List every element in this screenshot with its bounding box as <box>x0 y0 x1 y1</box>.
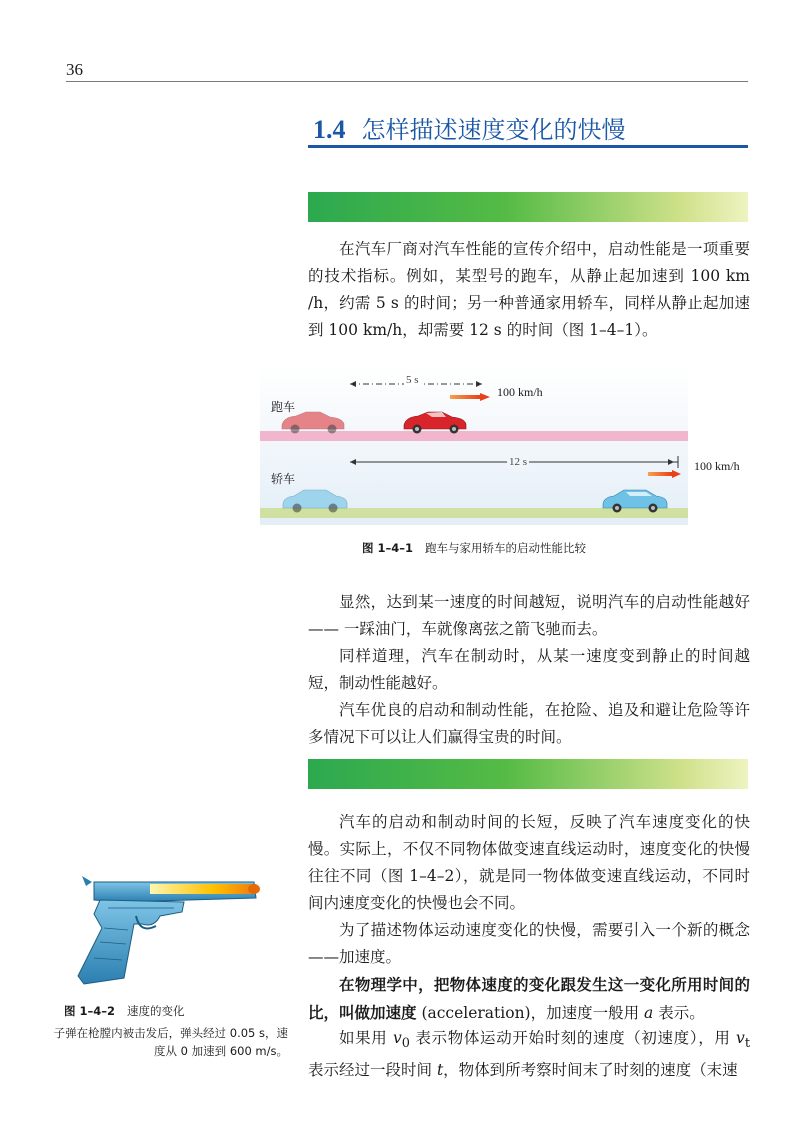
figure1-caption-text: 跑车与家用轿车的启动性能比较 <box>425 541 586 555</box>
header-rule <box>66 81 748 82</box>
figure2-caption-text: 速度的变化 <box>127 1004 185 1018</box>
figure1-label: 图 1–4–1 <box>361 541 413 555</box>
var-a: a <box>644 1004 654 1022</box>
paragraph-benefit: 汽车优良的启动和制动性能，在抢险、追及和避让危险等许多情况下可以让人们赢得宝贵的时间。 <box>308 701 750 746</box>
section-number: 1.4 <box>313 115 346 144</box>
var-vt: v <box>736 1029 745 1047</box>
figure2-label: 图 1–4–2 <box>64 1004 116 1018</box>
paragraph-definition <box>308 971 750 1027</box>
paragraph-speed-change: 汽车的启动和制动时间的长短，反映了汽车速度变化的快慢。实际上，不仅不同物体做变速直线运动时，速度变化的快慢往往不同（图 1–4–2），就是同一物体做变速直线运动，不同时间内速度变化的快慢也会不同。 <box>308 813 750 912</box>
figure-car-comparison <box>260 365 688 525</box>
sports-speed-arrow <box>450 395 480 399</box>
section-title-text: 怎样描述速度变化的快慢 <box>361 116 626 144</box>
title-rule <box>308 145 748 148</box>
figure2-note: 子弹在枪膛内被击发后，弹头经过 0.05 s，速度从 0 加速到 600 m/s。 <box>53 1026 288 1058</box>
bullet <box>248 884 260 894</box>
paragraph-startup: 显然，达到某一速度的时间越短，说明汽车的启动性能越好 —— 一踩油门，车就像离弦之箭飞驰而去。 <box>308 593 750 638</box>
definition-end: 表示。 <box>653 1004 705 1022</box>
sports-road <box>260 431 688 441</box>
text-segment: ，物体到所考察时间末了时刻的速度（末速 <box>443 1061 738 1080</box>
definition-text: (acceleration)，加速度一般用 <box>416 1004 645 1022</box>
bullet-trail <box>150 884 256 894</box>
var-t: t <box>436 1061 444 1080</box>
figure2-caption <box>64 1003 185 1019</box>
var-vt-sub: t <box>744 1036 750 1052</box>
sedan-road <box>260 508 688 518</box>
green-section-band-2 <box>308 759 748 789</box>
sedan-label: 轿车 <box>271 472 296 486</box>
figure-pistol <box>64 868 276 990</box>
text-segment: 如果用 <box>339 1029 393 1047</box>
paragraph-formula-intro <box>308 1025 750 1084</box>
figure1-caption <box>260 540 688 556</box>
section-title <box>313 110 626 145</box>
text-segment: 表示经过一段时间 <box>308 1061 437 1080</box>
var-v0-sub: 0 <box>401 1036 410 1052</box>
pistol-hammer <box>82 876 92 886</box>
paragraph-braking: 同样道理，汽车在制动时，从某一速度变到静止的时间越短，制动性能越好。 <box>308 647 750 692</box>
paragraph-intro: 在汽车厂商对汽车性能的宣传介绍中，启动性能是一项重要的技术指标。例如，某型号的跑车，从静止起加速到 100 km /h，约需 5 s 的时间；另一种普通家用轿车，同样从静止起加速到 100 km/h，却需要 12 s 的时间（图 1–4–1）。 <box>308 240 750 339</box>
pistol-grip <box>78 900 184 984</box>
page-number: 36 <box>66 60 83 79</box>
sports-speed-label: 100 km/h <box>497 385 543 399</box>
text-segment: 表示物体运动开始时刻的速度（初速度），用 <box>409 1029 737 1047</box>
sports-time-label: 5 s <box>406 374 419 386</box>
paragraph-concept: 为了描述物体运动速度变化的快慢，需要引入一个新的概念——加速度。 <box>308 921 750 966</box>
sedan-speed-label: 100 km/h <box>694 459 740 473</box>
var-v0: v <box>392 1029 402 1047</box>
sedan-speed-arrow <box>648 472 672 476</box>
sedan-time-label: 12 s <box>509 456 528 468</box>
definition-bold: 在物理学中，把物体速度的变化跟发生这一变化所用时间的比，叫做加速度 <box>308 975 750 1022</box>
green-section-band <box>308 192 748 222</box>
sports-car-label: 跑车 <box>271 400 296 414</box>
